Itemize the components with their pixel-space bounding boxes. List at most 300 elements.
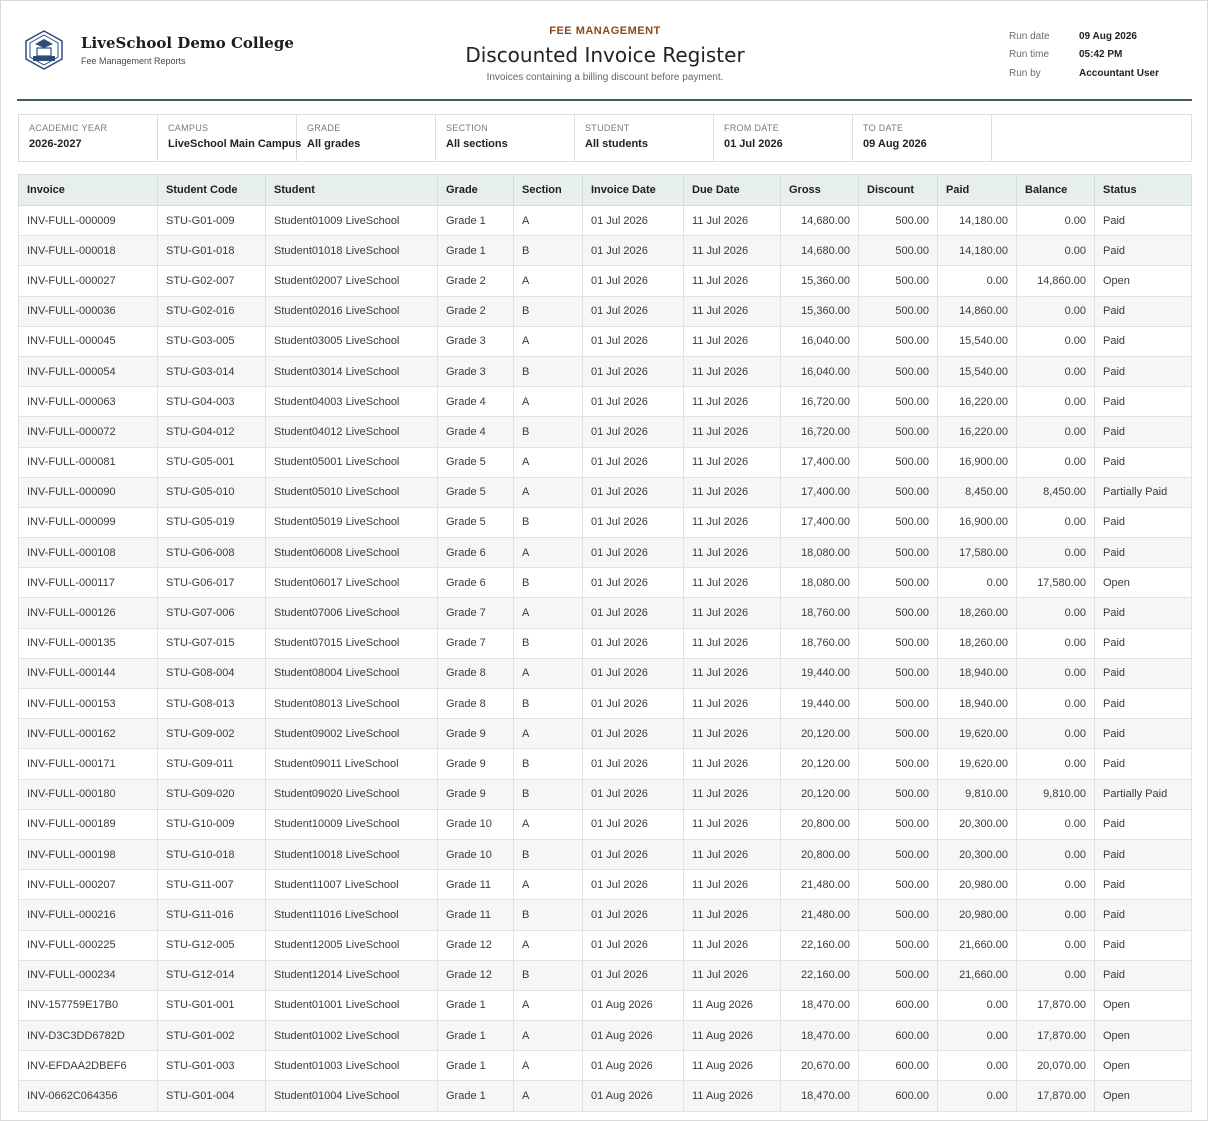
cell-due-date: 11 Jul 2026 [684, 628, 781, 658]
cell-student: Student02016 LiveSchool [266, 296, 438, 326]
cell-paid: 20,980.00 [938, 870, 1017, 900]
cell-gross: 20,120.00 [781, 779, 859, 809]
cell-student-code: STU-G03-014 [158, 356, 266, 386]
column-header-student: Student [266, 175, 438, 206]
cell-invoice: INV-FULL-000063 [19, 387, 158, 417]
cell-gross: 15,360.00 [781, 266, 859, 296]
filter-value: All grades [307, 138, 361, 150]
cell-student: Student04012 LiveSchool [266, 417, 438, 447]
cell-gross: 22,160.00 [781, 930, 859, 960]
cell-grade: Grade 4 [438, 417, 514, 447]
filter-value: All students [585, 138, 648, 150]
cell-status: Paid [1095, 960, 1192, 990]
cell-grade: Grade 3 [438, 356, 514, 386]
cell-status: Partially Paid [1095, 477, 1192, 507]
cell-status: Paid [1095, 809, 1192, 839]
cell-section: A [514, 387, 583, 417]
cell-student-code: STU-G10-018 [158, 839, 266, 869]
cell-invoice: INV-FULL-000081 [19, 447, 158, 477]
cell-discount: 500.00 [859, 507, 938, 537]
cell-grade: Grade 8 [438, 689, 514, 719]
cell-invoice-date: 01 Jul 2026 [583, 477, 684, 507]
cell-student: Student01001 LiveSchool [266, 990, 438, 1020]
cell-paid: 20,300.00 [938, 809, 1017, 839]
cell-invoice: INV-FULL-000162 [19, 719, 158, 749]
cell-status: Paid [1095, 930, 1192, 960]
cell-status: Open [1095, 1021, 1192, 1051]
cell-section: B [514, 417, 583, 447]
cell-paid: 0.00 [938, 1081, 1017, 1111]
cell-paid: 19,620.00 [938, 719, 1017, 749]
cell-section: B [514, 296, 583, 326]
page-subtitle: Invoices containing a billing discount before payment. [486, 72, 724, 83]
cell-invoice-date: 01 Jul 2026 [583, 417, 684, 447]
cell-grade: Grade 9 [438, 779, 514, 809]
cell-due-date: 11 Jul 2026 [684, 870, 781, 900]
run-by-label: Run by [1009, 67, 1041, 79]
cell-due-date: 11 Jul 2026 [684, 266, 781, 296]
cell-section: B [514, 507, 583, 537]
cell-section: B [514, 839, 583, 869]
cell-status: Paid [1095, 236, 1192, 266]
cell-paid: 16,900.00 [938, 507, 1017, 537]
cell-grade: Grade 6 [438, 538, 514, 568]
cell-student-code: STU-G05-001 [158, 447, 266, 477]
column-header-paid: Paid [938, 175, 1017, 206]
cell-invoice: INV-FULL-000144 [19, 658, 158, 688]
table-row [19, 960, 1192, 990]
cell-due-date: 11 Jul 2026 [684, 447, 781, 477]
cell-section: A [514, 809, 583, 839]
cell-gross: 18,470.00 [781, 990, 859, 1020]
cell-student: Student12005 LiveSchool [266, 930, 438, 960]
cell-gross: 20,120.00 [781, 719, 859, 749]
cell-discount: 600.00 [859, 1021, 938, 1051]
cell-status: Paid [1095, 749, 1192, 779]
cell-invoice-date: 01 Aug 2026 [583, 990, 684, 1020]
cell-due-date: 11 Jul 2026 [684, 206, 781, 236]
cell-grade: Grade 10 [438, 839, 514, 869]
cell-invoice-date: 01 Aug 2026 [583, 1021, 684, 1051]
cell-balance: 0.00 [1017, 387, 1095, 417]
cell-invoice-date: 01 Jul 2026 [583, 779, 684, 809]
cell-section: A [514, 930, 583, 960]
filter-to-date [853, 115, 992, 161]
cell-status: Paid [1095, 356, 1192, 386]
cell-due-date: 11 Jul 2026 [684, 598, 781, 628]
cell-section: A [514, 1081, 583, 1111]
cell-student: Student12014 LiveSchool [266, 960, 438, 990]
cell-balance: 0.00 [1017, 900, 1095, 930]
cell-grade: Grade 1 [438, 1081, 514, 1111]
cell-status: Paid [1095, 417, 1192, 447]
column-header-grade: Grade [438, 175, 514, 206]
table-row [19, 538, 1192, 568]
cell-invoice: INV-FULL-000189 [19, 809, 158, 839]
cell-student-code: STU-G09-002 [158, 719, 266, 749]
cell-student-code: STU-G02-016 [158, 296, 266, 326]
cell-status: Paid [1095, 538, 1192, 568]
cell-balance: 0.00 [1017, 296, 1095, 326]
cell-due-date: 11 Jul 2026 [684, 960, 781, 990]
invoice-table [18, 174, 1192, 1112]
cell-discount: 500.00 [859, 236, 938, 266]
cell-invoice-date: 01 Jul 2026 [583, 598, 684, 628]
cell-status: Open [1095, 990, 1192, 1020]
cell-gross: 20,800.00 [781, 809, 859, 839]
cell-invoice: INV-FULL-000198 [19, 839, 158, 869]
cell-student-code: STU-G01-009 [158, 206, 266, 236]
cell-student: Student01002 LiveSchool [266, 1021, 438, 1051]
cell-discount: 500.00 [859, 779, 938, 809]
table-row [19, 1051, 1192, 1081]
table-row [19, 296, 1192, 326]
run-time-row [1009, 46, 1159, 65]
cell-student: Student01004 LiveSchool [266, 1081, 438, 1111]
cell-paid: 21,660.00 [938, 960, 1017, 990]
filter-label: SECTION [446, 123, 489, 133]
cell-invoice: INV-FULL-000153 [19, 689, 158, 719]
table-row [19, 387, 1192, 417]
cell-grade: Grade 1 [438, 1051, 514, 1081]
cell-grade: Grade 9 [438, 719, 514, 749]
cell-status: Paid [1095, 689, 1192, 719]
cell-discount: 500.00 [859, 447, 938, 477]
column-header-balance: Balance [1017, 175, 1095, 206]
cell-invoice: INV-FULL-000027 [19, 266, 158, 296]
table-row [19, 417, 1192, 447]
cell-due-date: 11 Jul 2026 [684, 719, 781, 749]
table-row [19, 990, 1192, 1020]
cell-gross: 19,440.00 [781, 658, 859, 688]
cell-balance: 0.00 [1017, 356, 1095, 386]
run-by-value: Accountant User [1079, 67, 1160, 79]
report-eyebrow: FEE MANAGEMENT [549, 25, 661, 37]
cell-due-date: 11 Aug 2026 [684, 1051, 781, 1081]
cell-student: Student11016 LiveSchool [266, 900, 438, 930]
cell-balance: 0.00 [1017, 628, 1095, 658]
cell-gross: 15,360.00 [781, 296, 859, 326]
cell-paid: 18,260.00 [938, 628, 1017, 658]
filter-label: FROM DATE [724, 123, 780, 133]
cell-invoice-date: 01 Jul 2026 [583, 960, 684, 990]
cell-due-date: 11 Jul 2026 [684, 900, 781, 930]
cell-invoice: INV-FULL-000135 [19, 628, 158, 658]
filter-label: TO DATE [863, 123, 904, 133]
cell-balance: 9,810.00 [1017, 779, 1095, 809]
cell-gross: 21,480.00 [781, 900, 859, 930]
cell-due-date: 11 Jul 2026 [684, 658, 781, 688]
cell-gross: 14,680.00 [781, 206, 859, 236]
filter-label: ACADEMIC YEAR [29, 123, 108, 133]
cell-student-code: STU-G08-004 [158, 658, 266, 688]
cell-invoice-date: 01 Jul 2026 [583, 839, 684, 869]
cell-invoice-date: 01 Jul 2026 [583, 206, 684, 236]
cell-gross: 20,670.00 [781, 1051, 859, 1081]
cell-invoice-date: 01 Jul 2026 [583, 507, 684, 537]
cell-due-date: 11 Jul 2026 [684, 809, 781, 839]
cell-invoice-date: 01 Jul 2026 [583, 900, 684, 930]
cell-student: Student05019 LiveSchool [266, 507, 438, 537]
filter-label: CAMPUS [168, 123, 209, 133]
cell-discount: 500.00 [859, 930, 938, 960]
cell-balance: 0.00 [1017, 598, 1095, 628]
cell-status: Paid [1095, 206, 1192, 236]
filter-bar [18, 114, 1192, 162]
cell-paid: 14,180.00 [938, 206, 1017, 236]
cell-due-date: 11 Aug 2026 [684, 990, 781, 1020]
cell-paid: 19,620.00 [938, 749, 1017, 779]
cell-due-date: 11 Aug 2026 [684, 1021, 781, 1051]
filter-value: All sections [446, 138, 508, 150]
table-row [19, 447, 1192, 477]
cell-paid: 0.00 [938, 266, 1017, 296]
cell-student-code: STU-G09-011 [158, 749, 266, 779]
cell-section: B [514, 568, 583, 598]
cell-invoice: INV-FULL-000108 [19, 538, 158, 568]
cell-invoice: INV-FULL-000117 [19, 568, 158, 598]
cell-invoice: INV-FULL-000171 [19, 749, 158, 779]
cell-gross: 17,400.00 [781, 477, 859, 507]
page-title: Discounted Invoice Register [465, 43, 745, 67]
filter-campus [158, 115, 302, 161]
cell-due-date: 11 Jul 2026 [684, 417, 781, 447]
cell-balance: 17,870.00 [1017, 1021, 1095, 1051]
cell-student-code: STU-G11-007 [158, 870, 266, 900]
run-date-label: Run date [1009, 30, 1050, 42]
cell-student: Student11007 LiveSchool [266, 870, 438, 900]
cell-balance: 0.00 [1017, 658, 1095, 688]
cell-discount: 600.00 [859, 1051, 938, 1081]
report-header [17, 15, 1192, 101]
cell-discount: 500.00 [859, 870, 938, 900]
cell-invoice: INV-FULL-000018 [19, 236, 158, 266]
cell-section: B [514, 356, 583, 386]
cell-balance: 0.00 [1017, 417, 1095, 447]
cell-status: Open [1095, 1081, 1192, 1111]
cell-gross: 18,760.00 [781, 628, 859, 658]
cell-student-code: STU-G08-013 [158, 689, 266, 719]
cell-grade: Grade 6 [438, 568, 514, 598]
table-row [19, 689, 1192, 719]
cell-balance: 0.00 [1017, 507, 1095, 537]
cell-invoice: INV-FULL-000126 [19, 598, 158, 628]
filter-academic-year [19, 115, 158, 161]
cell-gross: 22,160.00 [781, 960, 859, 990]
cell-discount: 500.00 [859, 809, 938, 839]
cell-due-date: 11 Jul 2026 [684, 568, 781, 598]
cell-grade: Grade 7 [438, 598, 514, 628]
cell-student: Student08013 LiveSchool [266, 689, 438, 719]
cell-student-code: STU-G10-009 [158, 809, 266, 839]
cell-discount: 500.00 [859, 206, 938, 236]
column-header-section: Section [514, 175, 583, 206]
table-body [19, 206, 1192, 1112]
cell-gross: 16,720.00 [781, 417, 859, 447]
cell-section: A [514, 658, 583, 688]
table-row [19, 236, 1192, 266]
cell-balance: 0.00 [1017, 870, 1095, 900]
cell-invoice-date: 01 Jul 2026 [583, 266, 684, 296]
cell-student: Student04003 LiveSchool [266, 387, 438, 417]
cell-invoice-date: 01 Jul 2026 [583, 658, 684, 688]
cell-student-code: STU-G04-012 [158, 417, 266, 447]
cell-paid: 0.00 [938, 1021, 1017, 1051]
filter-grade [297, 115, 436, 161]
cell-discount: 500.00 [859, 900, 938, 930]
cell-grade: Grade 2 [438, 266, 514, 296]
cell-section: B [514, 236, 583, 266]
table-row [19, 658, 1192, 688]
table-row [19, 477, 1192, 507]
cell-balance: 0.00 [1017, 447, 1095, 477]
cell-balance: 14,860.00 [1017, 266, 1095, 296]
cell-balance: 0.00 [1017, 839, 1095, 869]
cell-invoice: INV-D3C3DD6782D [19, 1021, 158, 1051]
cell-paid: 20,300.00 [938, 839, 1017, 869]
cell-paid: 16,220.00 [938, 417, 1017, 447]
cell-paid: 9,810.00 [938, 779, 1017, 809]
cell-student: Student09020 LiveSchool [266, 779, 438, 809]
table-row [19, 1081, 1192, 1111]
cell-grade: Grade 11 [438, 870, 514, 900]
table-header-row [19, 175, 1192, 206]
cell-student-code: STU-G03-005 [158, 326, 266, 356]
cell-student: Student02007 LiveSchool [266, 266, 438, 296]
cell-status: Paid [1095, 658, 1192, 688]
cell-status: Paid [1095, 719, 1192, 749]
column-header-status: Status [1095, 175, 1192, 206]
cell-balance: 0.00 [1017, 326, 1095, 356]
run-date-row [1009, 27, 1159, 46]
cell-invoice: INV-EFDAA2DBEF6 [19, 1051, 158, 1081]
cell-grade: Grade 2 [438, 296, 514, 326]
cell-discount: 500.00 [859, 266, 938, 296]
cell-invoice: INV-FULL-000054 [19, 356, 158, 386]
cell-student: Student06008 LiveSchool [266, 538, 438, 568]
cell-section: B [514, 900, 583, 930]
cell-gross: 20,800.00 [781, 839, 859, 869]
cell-balance: 17,870.00 [1017, 990, 1095, 1020]
cell-gross: 18,080.00 [781, 568, 859, 598]
cell-discount: 500.00 [859, 417, 938, 447]
cell-invoice: INV-FULL-000009 [19, 206, 158, 236]
cell-discount: 500.00 [859, 719, 938, 749]
cell-invoice-date: 01 Aug 2026 [583, 1051, 684, 1081]
filter-student [575, 115, 714, 161]
cell-discount: 600.00 [859, 990, 938, 1020]
cell-section: A [514, 326, 583, 356]
cell-section: B [514, 749, 583, 779]
cell-paid: 15,540.00 [938, 326, 1017, 356]
cell-paid: 18,940.00 [938, 689, 1017, 719]
cell-balance: 17,580.00 [1017, 568, 1095, 598]
cell-discount: 500.00 [859, 538, 938, 568]
table-row [19, 930, 1192, 960]
cell-discount: 500.00 [859, 960, 938, 990]
cell-status: Paid [1095, 870, 1192, 900]
cell-invoice-date: 01 Jul 2026 [583, 719, 684, 749]
table-row [19, 266, 1192, 296]
cell-balance: 0.00 [1017, 236, 1095, 266]
cell-status: Paid [1095, 296, 1192, 326]
cell-invoice-date: 01 Jul 2026 [583, 809, 684, 839]
cell-gross: 18,470.00 [781, 1021, 859, 1051]
cell-section: A [514, 206, 583, 236]
cell-invoice: INV-FULL-000225 [19, 930, 158, 960]
cell-status: Open [1095, 1051, 1192, 1081]
cell-invoice: INV-FULL-000180 [19, 779, 158, 809]
filter-value: 2026-2027 [29, 138, 82, 150]
cell-status: Open [1095, 568, 1192, 598]
cell-student: Student07015 LiveSchool [266, 628, 438, 658]
table-row [19, 206, 1192, 236]
cell-due-date: 11 Jul 2026 [684, 839, 781, 869]
cell-section: B [514, 689, 583, 719]
cell-paid: 17,580.00 [938, 538, 1017, 568]
column-header-due-date: Due Date [684, 175, 781, 206]
cell-student-code: STU-G06-008 [158, 538, 266, 568]
cell-invoice-date: 01 Jul 2026 [583, 296, 684, 326]
cell-paid: 0.00 [938, 1051, 1017, 1081]
cell-invoice-date: 01 Jul 2026 [583, 930, 684, 960]
cell-student-code: STU-G07-006 [158, 598, 266, 628]
cell-status: Paid [1095, 507, 1192, 537]
cell-due-date: 11 Jul 2026 [684, 538, 781, 568]
cell-student-code: STU-G02-007 [158, 266, 266, 296]
cell-due-date: 11 Jul 2026 [684, 930, 781, 960]
cell-balance: 17,870.00 [1017, 1081, 1095, 1111]
cell-grade: Grade 5 [438, 477, 514, 507]
cell-status: Paid [1095, 387, 1192, 417]
column-header-invoice: Invoice [19, 175, 158, 206]
college-name: LiveSchool Demo College [81, 34, 294, 52]
cell-balance: 0.00 [1017, 206, 1095, 236]
column-header-student-code: Student Code [158, 175, 266, 206]
cell-due-date: 11 Aug 2026 [684, 1081, 781, 1111]
table-row [19, 870, 1192, 900]
table-row [19, 326, 1192, 356]
filter-value: 01 Jul 2026 [724, 138, 783, 150]
cell-student: Student05010 LiveSchool [266, 477, 438, 507]
cell-student: Student08004 LiveSchool [266, 658, 438, 688]
cell-grade: Grade 12 [438, 930, 514, 960]
cell-student-code: STU-G05-010 [158, 477, 266, 507]
cell-student-code: STU-G01-004 [158, 1081, 266, 1111]
cell-student-code: STU-G01-002 [158, 1021, 266, 1051]
cell-gross: 18,760.00 [781, 598, 859, 628]
college-logo-icon [23, 29, 65, 71]
cell-grade: Grade 10 [438, 809, 514, 839]
cell-section: A [514, 870, 583, 900]
cell-student: Student10018 LiveSchool [266, 839, 438, 869]
table-row [19, 628, 1192, 658]
cell-section: A [514, 447, 583, 477]
table-row [19, 507, 1192, 537]
cell-student: Student10009 LiveSchool [266, 809, 438, 839]
filter-value: 09 Aug 2026 [863, 138, 927, 150]
cell-gross: 21,480.00 [781, 870, 859, 900]
cell-balance: 0.00 [1017, 689, 1095, 719]
cell-due-date: 11 Jul 2026 [684, 779, 781, 809]
cell-balance: 0.00 [1017, 930, 1095, 960]
cell-student: Student05001 LiveSchool [266, 447, 438, 477]
cell-student-code: STU-G06-017 [158, 568, 266, 598]
cell-gross: 16,720.00 [781, 387, 859, 417]
cell-grade: Grade 5 [438, 447, 514, 477]
run-time-label: Run time [1009, 49, 1050, 61]
cell-gross: 18,080.00 [781, 538, 859, 568]
